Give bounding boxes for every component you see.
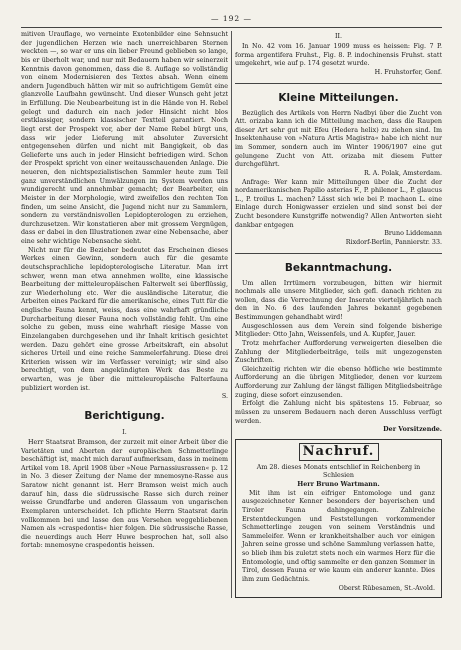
nachruf-signature: Oberst Rübesamen, St.-Avold. (338, 584, 435, 592)
review-paragraph-2: Nicht nur für die Bezieher bedeutet das Erscheinen dieses Werkes einen Gewinn, sondern auch für die gesamte deutschsprachliche lepidopterologische Literatur. Man irrt schwer, wenn man etwa annehmen wollte, eine klassische Bearbeitung der mitteleuropäischen Falterwelt sei überflüssig, zur Wiederholung etc. Wer die ausländische Literatur, die Arbeiten eines Packard für die amerikanische, eines Tutt für die englische Fauna kennt, weiss, dass eine wahrhaft gründliche Durcharbeitung dieser Fauna noch vollständig fehlt. Um eine solche zu geben, muss eine wahrhaft riesige Masse von Einzelangaben durchgesehen und ihr Inhalt kritisch gesichtet werden. Dazu gehört eine grosse Arbeitskraft, ein absolut sicheres Urteil und eine reiche Sammelerfahrung. Diese drei Kriterien wissen wir im Verfasser vereinigt; wir sind also berechtigt, von dem angekündigten Werk das Beste zu erwarten, was je über die mitteleuropäische Falterfauna publiziert worden ist. (21, 246, 228, 392)
bekannt-signature: Der Vorsitzende. (383, 426, 442, 434)
anfrage-signature: Bruno Liddemann (384, 230, 442, 238)
two-column-layout (21, 31, 442, 598)
right-column (235, 31, 442, 598)
bekannt-paragraph-5: Erfolgt die Zahlung nicht bis spätestens 15. Februar, so müssen zu unserem Bedauern nach deren Ausschluss verfügt werden. (235, 400, 442, 425)
bekanntmachung-heading: Bekanntmachung. (284, 261, 393, 274)
header-rule (21, 27, 442, 28)
kleine-signature: R. A. Polak, Amsterdam. (363, 169, 442, 177)
section-rule-2 (235, 253, 442, 254)
anfrage-address: Rixdorf-Berlin, Pannierstr. 33. (345, 238, 442, 246)
bekannt-paragraph-3: Trotz mehrfacher Aufforderung verweigerten dieselben die Zahlung der Mitgliederbeiträge, teils mit ungezogensten Zuschriften. (235, 339, 442, 365)
column-divider (231, 31, 232, 598)
nachruf-name: Herr Bruno Wartmann. (297, 481, 380, 488)
anfrage-paragraph: Anfrage: Wer kann mir Mitteilungen über die Zucht der nordamerikanischen Papilio asterias F., P. philenor L., P. glaucus L., P. troilus L. machen? Lässt sich wie bei P. machaon L. eine Einlage durch Honigwasser erzielen und sind sonst bei der Zucht besondere Kunstgriffe notwendig? Allen Antworten sieht dankbar entgegen (235, 178, 442, 229)
bekannt-paragraph-4: Gleichzeitig richten wir die ebenso höfliche wie bestimmte Aufforderung an die übrigen Mitglieder, denen vor kurzem Aufforderung zur Zahlung der längst fälligen Mitgliedsbeiträge zuging, diese sofort einzusenden. (235, 365, 442, 399)
review-signature: S. (221, 393, 228, 401)
section-number-1: I. (122, 428, 127, 436)
kleine-mitteilungen-heading: Kleine Mitteilungen. (278, 91, 399, 104)
nachruf-intro: Am 28. dieses Monats entschlief in Reichenberg in Schlesien (256, 463, 421, 480)
page-number: — 192 — (210, 14, 253, 23)
review-paragraph-1: mitiven Urauflage, wo verneinte Exotenbilder eine Sehnsucht der jugendlichen Herzen wie nach unerreichbaren Sternen weckten —, so war er uns ein lieber Freund geblieben so lange, bis er überholt war, und nur mit Bedauern haben wir seinerzeit Kenntnis davon genommen, dass die 8. Auflage so vollständig von einem Modernisieren des Textes absah. Wenn einem andern Jugendbuch hätten wir mit so aufrichtigem Gemüt eine glanzvolle Laufbahn gewünscht. Und dieser Wunsch geht jetzt in Erfüllung. Die Neubearbeitung ist in die Hände von H. Rebel gelegt und dadurch ein nach jeder Hinsicht nicht blos erstklassiger, sondern klassischer Textteil garantiert. Noch liegt erst der Prospekt vor, aber der Name Rebel bürgt uns, dass wir jeder Lieferung mit absoluter Zuversicht entgegensehen dürfen und nicht mit Bangigkeit, ob das Gelieferte uns auch in jeder Hinsicht befriedigen wird. Schon der Prospekt spricht von einer weitausschauenden Anlage. Die neueren, den nichtspezialistischen Sammler heute zum Teil ganz unverständlichen Umwälzungen im System werden uns wundigerecht und annehmbar gemacht; der Bearbeiter, ein Meister in der Morphologie, wird zweifellos den rechten Ton finden, um seine Ansicht, die Jugend nicht nur zu Sammlern, sondern zu verständnisvollen Lepidopterologen zu erziehen, durchzusetzen. Wir konstatieren aber mit grossem Vergnügen, dass er dabei in den Illustrationen zwar eine Nebensache, aber eine sehr wichtige Nebensache sieht. (21, 31, 228, 245)
nachruf-heading: Nachruf. (299, 443, 379, 461)
correction-paragraph: In No. 42 vom 16. Januar 1909 muss es heissen: Fig. 7 P. forma argentifera Fruhst., Fig. 8. P. indochinensis Fruhst. statt umgekehrt, wie auf p. 174 gesetzt wurde. (235, 43, 442, 68)
nachruf-box (235, 439, 442, 598)
bekannt-paragraph-2: Ausgeschlossen aus dem Verein sind folgende bisherige Mitglieder: Otto Jahn, Weissenfels, und A. Kupfer, Jauer. (235, 322, 442, 339)
kleine-paragraph: Bezüglich des Artikels von Herrn Nadbyi über die Zucht von Att. orizaba kann ich die Mitteilung machen, dass die Raupen dieser Art sehr gut mit Efeu (Hedera helix) zu ziehen sind. Im Insektenhause von »Natura Artis Magistra« habe ich nicht nur im Sommer, sondern auch im Winter 1906/1907 eine gut gelungene Zucht von Att. orizaba mit diesem Futter durchgeführt. (235, 109, 442, 169)
nachruf-paragraph: Mit ihm ist ein eifriger Entomologe und ganz ausgezeichneter Kenner besonders der bayerischen und Tiroler Fauna dahingegangen. Zahlreiche Erstentdeckungen und Feststellungen vorkommender Schmetterlinge zeugen von seinem Verständnis und Sammeleifer. Wenn er krankheitshalber auch vor einigen Jahren seine grosse und schöne Sammlung verlassen hatte, so blieb ihm bis zuletzt stets noch ein warmes Herz für die Entomologie, und oftig sammelte er den ganzen Sommer in Tirol, dessen Fauna er wie kaum ein anderer kannte. Dies ihm zum Gedächtnis. (242, 489, 435, 583)
berichtigung-paragraph: Herr Staatsrat Bramson, der zurzeit mit einer Arbeit über die Varietäten und Aberten der europäischen Schmetterlinge beschäftigt ist, macht mich darauf aufmerksam, dass in meinem Artikel vom 18. April 1908 über »Neue Parnassiusrassen« p. 12 in No. 3 dieser Zeitung der Name der mnemosyne-Rasse aus Saratow nicht genannt ist. Herr Bramson weist mich auch darauf hin, dass die südrussische Rasse sich durch reiner weisse Grundfarbe und anderen Glassaum von ungarischen Exemplaren unterscheidet. Ich pflichte Herrn Staatsrat darin vollkommen bei und lasse den aus Versehen weggebliebenen Namen als »craspedontis« hier folgen. Die südrussische Rasse, die neuerdings auch Herr Huwe besprochen hat, soll also fortab: mnemosyne craspedontis heissen. (21, 438, 228, 550)
section-number-2: II. (334, 33, 343, 40)
berichtigung-heading: Berichtigung. (84, 409, 165, 422)
bekannt-paragraph-1: Um allen Irrtümern vorzubeugen, bitten wir hiermit nochmals alle unsere Mitglieder, sich gefl. danach richten zu wollen, dass die Verrechnung der Inserate vierteljährlich nach den in No. 6 des laufenden Jahres bekannt gegebenen Bestimmungen gehandhabt wird! (235, 279, 442, 321)
correction-signature: H. Fruhstorfer, Genf. (374, 68, 442, 76)
left-column (21, 31, 228, 598)
section-rule (235, 83, 442, 84)
